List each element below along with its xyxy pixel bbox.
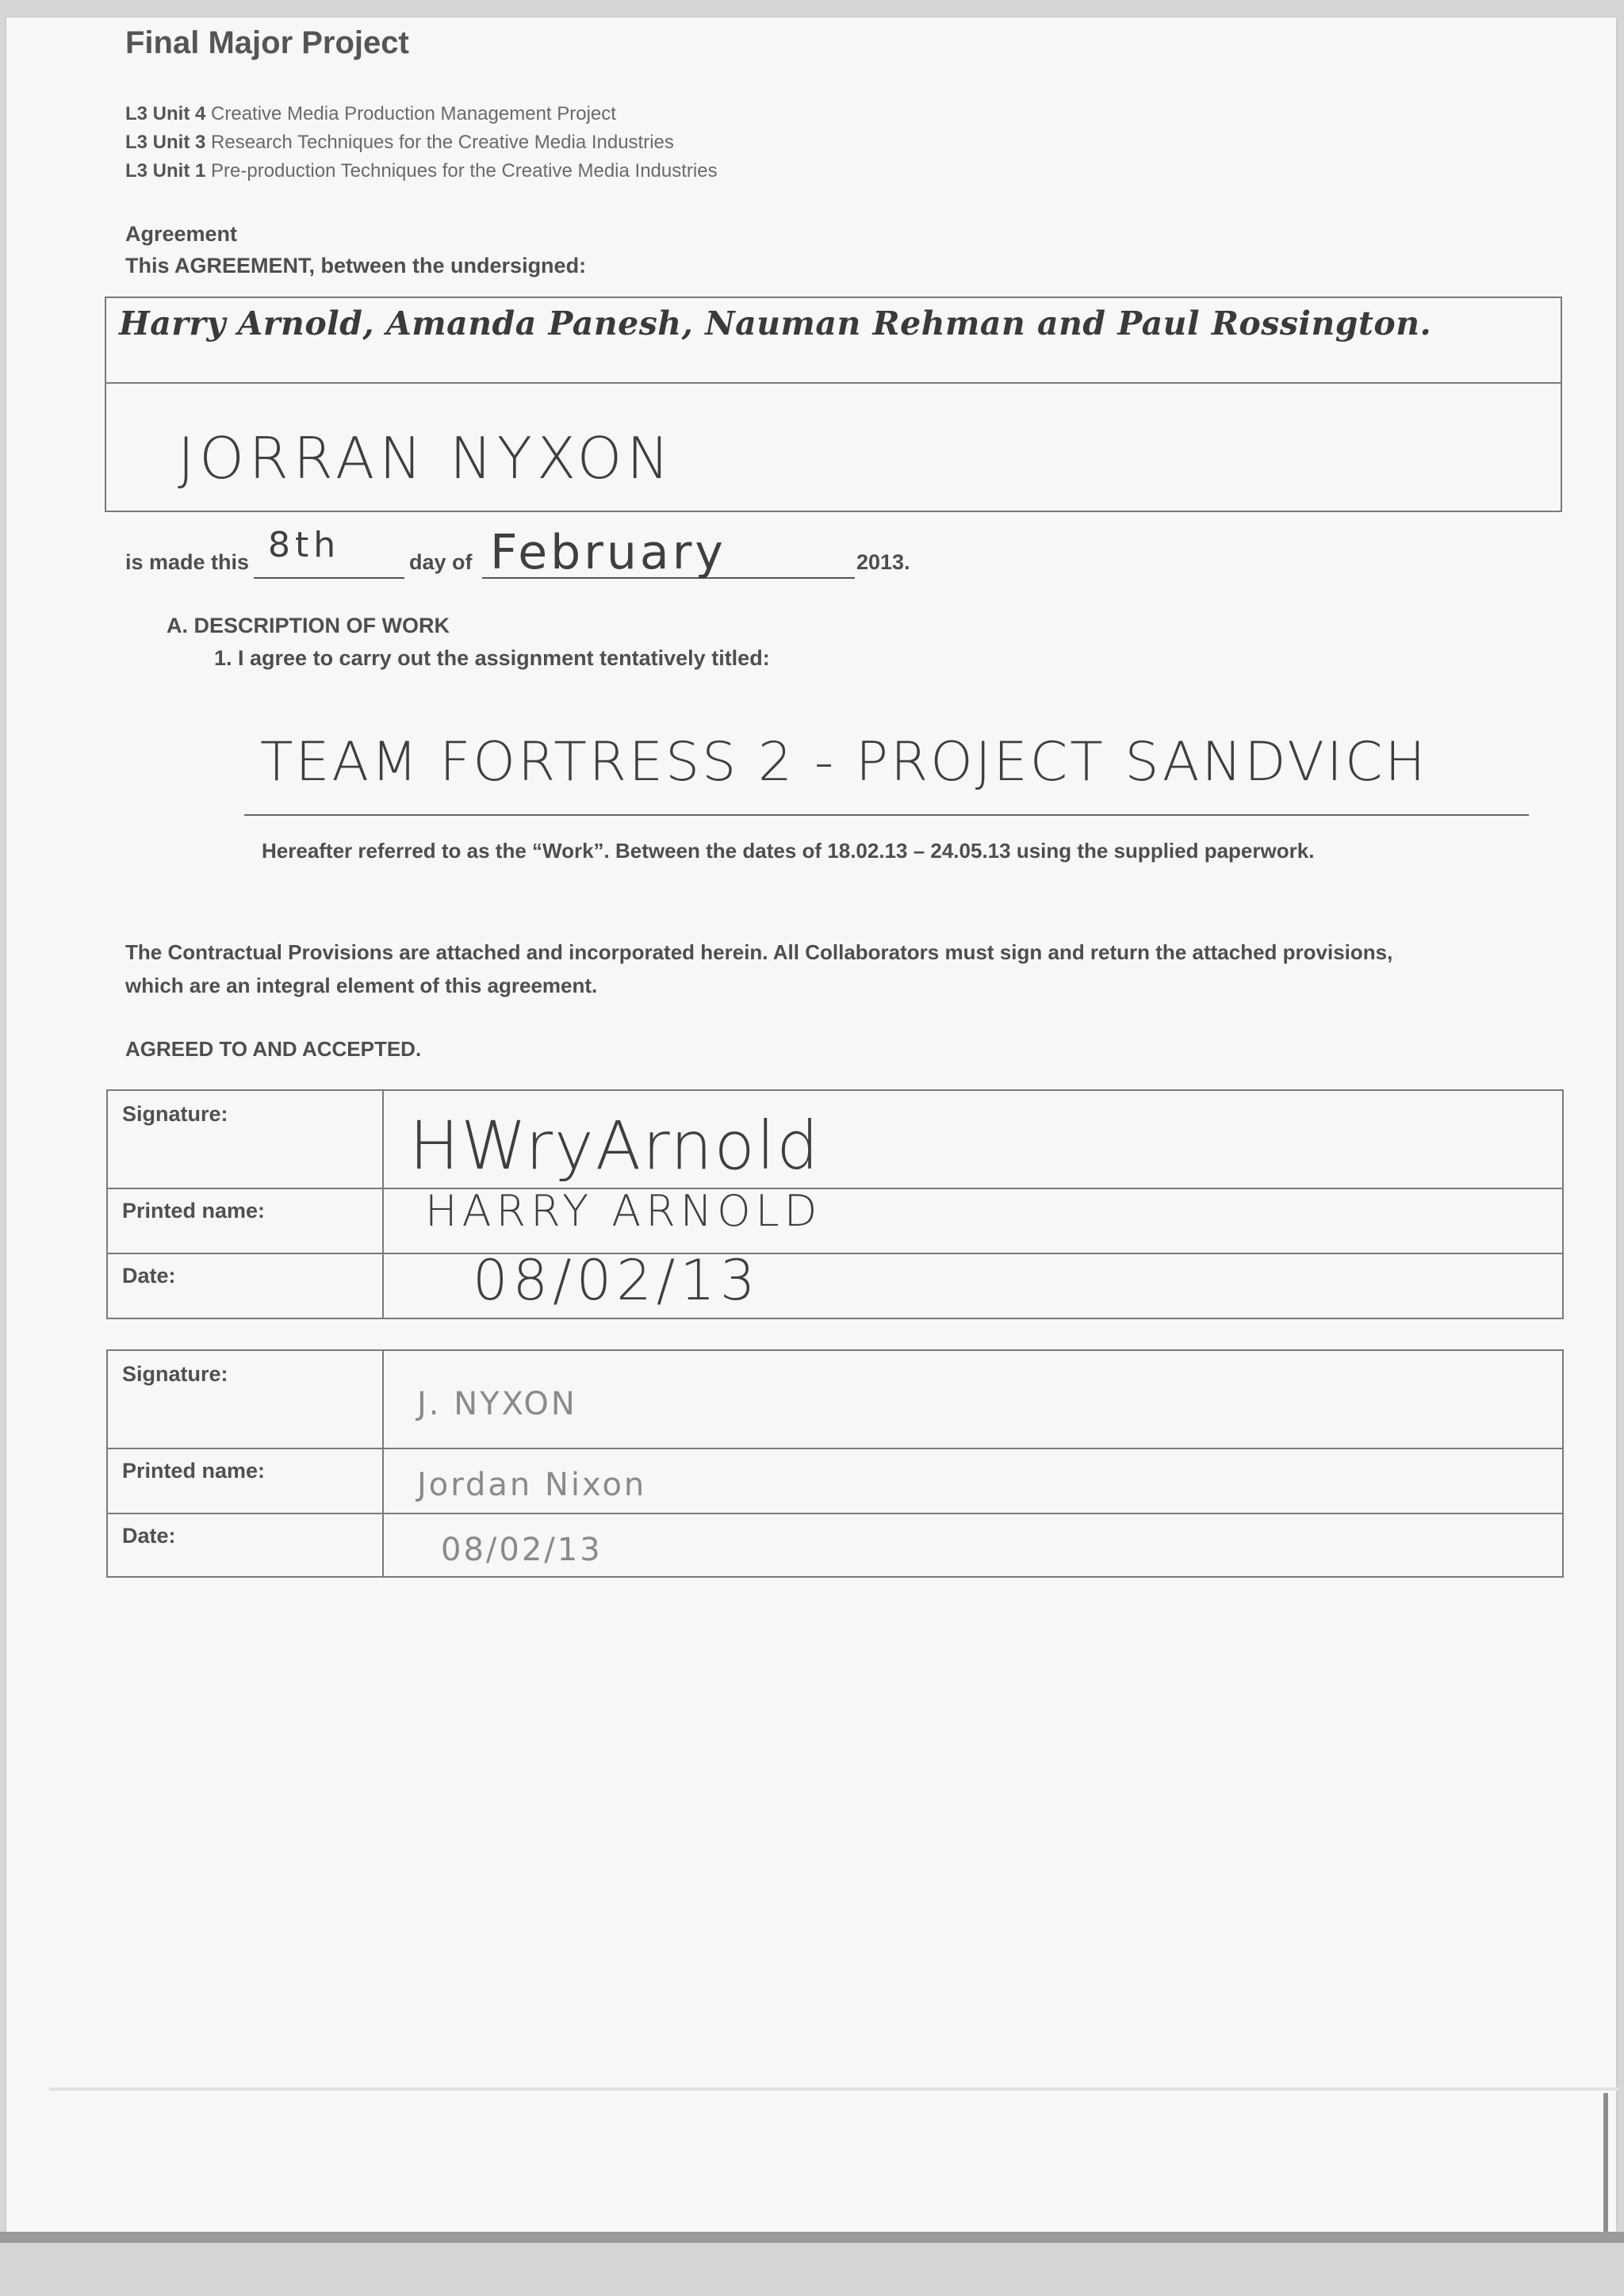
description-heading: A. DESCRIPTION OF WORK (167, 614, 450, 637)
unit-name: Pre-production Techniques for the Creative Media Industries (211, 160, 718, 182)
accepted-text: AGREED TO AND ACCEPTED. (125, 1037, 422, 1061)
unit-name: Research Techniques for the Creative Media Industries (211, 132, 674, 153)
day-underline (254, 577, 404, 579)
hereafter-text: Hereafter referred to as the “Work”. Between the dates of 18.02.13 – 24.05.13 using the supplied paperwork. (262, 839, 1315, 863)
date-2: 08/02/13 (441, 1532, 603, 1568)
work-title-underline (244, 814, 1529, 816)
handwritten-day: 8th (268, 525, 341, 565)
table-row-divider (108, 1448, 1562, 1449)
date-1: 08/02/13 (473, 1248, 760, 1313)
paper-fold-line (49, 2087, 1619, 2091)
printed-name-label: Printed name: (122, 1459, 266, 1483)
signature-2: J. NYXON (417, 1386, 577, 1422)
printed-name-1: HARRY ARNOLD (425, 1186, 822, 1236)
handwritten-party-name: JORRAN NYXON (178, 425, 675, 492)
provisions-text-line2: which are an integral element of this agreement. (125, 974, 598, 997)
date-label: Date: (122, 1264, 176, 1288)
handwritten-month: February (490, 525, 726, 580)
agreement-intro: This AGREEMENT, between the undersigned: (125, 254, 587, 277)
printed-name-label: Printed name: (122, 1199, 266, 1223)
unit-name: Creative Media Production Management Project (211, 103, 616, 124)
signature-1: HWryArnold (409, 1107, 821, 1184)
handwritten-work-title: TEAM FORTRESS 2 - PROJECT SANDVICH (260, 731, 1428, 794)
date-line-middle: day of (409, 550, 473, 574)
description-item: 1. I agree to carry out the assignment tentatively titled: (214, 646, 770, 670)
party-names: Harry Arnold, Amanda Panesh, Nauman Rehman and Paul Rossington. (119, 304, 1432, 342)
unit-line (125, 103, 616, 125)
unit-code: L3 Unit 4 (125, 103, 206, 124)
date-label: Date: (122, 1524, 176, 1548)
paper-edge-shadow (1603, 2093, 1608, 2236)
printed-name-2: Jordan Nixon (417, 1467, 647, 1503)
document-title: Final Major Project (125, 25, 409, 60)
document-page (6, 17, 1616, 2235)
signature-label: Signature: (122, 1102, 228, 1126)
signature-table (106, 1349, 1564, 1578)
provisions-text-line1: The Contractual Provisions are attached and incorporated herein. All Collaborators must sign and return the attached provisions, (125, 940, 1393, 964)
unit-code: L3 Unit 3 (125, 132, 206, 153)
scanner-bottom-edge (0, 2232, 1624, 2243)
table-row-divider (108, 1253, 1562, 1254)
agreement-heading: Agreement (125, 222, 238, 246)
signature-table (106, 1089, 1564, 1319)
table-row-divider (108, 1513, 1562, 1514)
date-line-year: 2013. (856, 550, 910, 574)
table-column-divider (382, 1351, 384, 1576)
signature-label: Signature: (122, 1362, 228, 1386)
unit-code: L3 Unit 1 (125, 160, 206, 182)
unit-line (125, 160, 718, 182)
parties-divider (106, 382, 1561, 384)
date-line-prefix: is made this (125, 550, 250, 574)
table-column-divider (382, 1091, 384, 1318)
table-row-divider (108, 1188, 1562, 1189)
unit-line (125, 132, 674, 154)
parties-box (105, 297, 1562, 512)
